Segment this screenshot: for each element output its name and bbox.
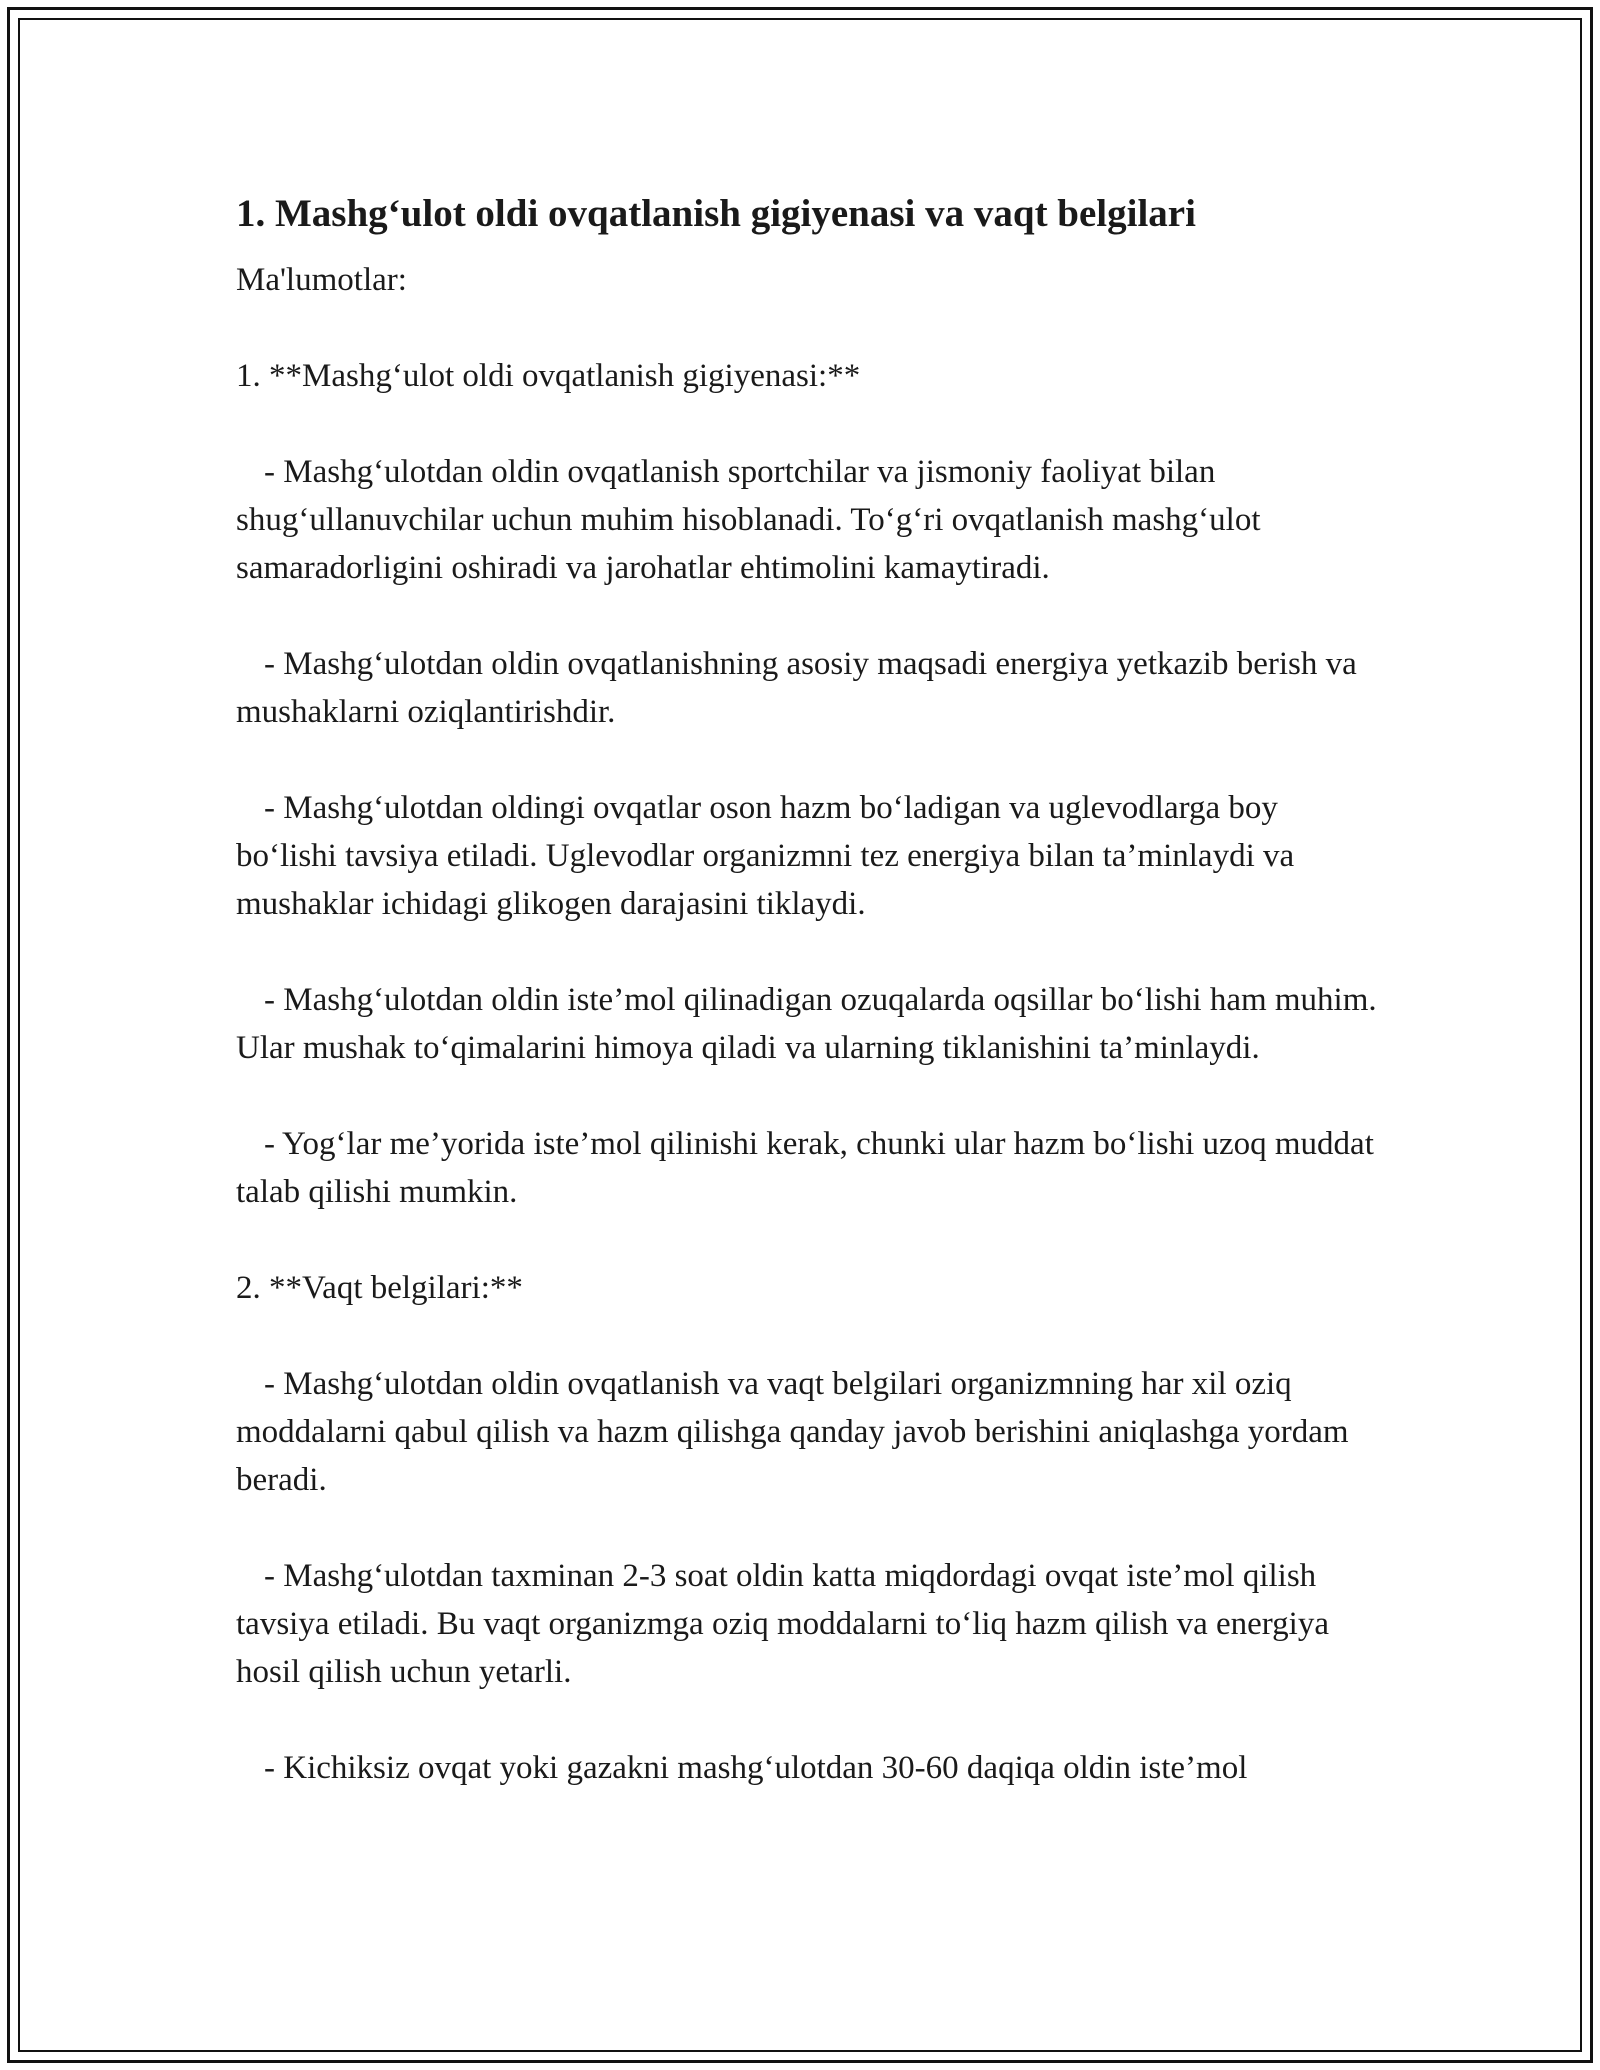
paragraph: - Kichiksiz ovqat yoki gazakni mashg‘ulotdan 30-60 daqiqa oldin iste’mol xyxy=(264,1750,1248,1786)
section-hygiene xyxy=(236,352,1386,1216)
document-body xyxy=(236,184,1386,1792)
section-timing xyxy=(236,1264,1386,1792)
paragraph: - Mashg‘ulotdan oldin ovqatlanishning asosiy maqsadi energiya yetkazib berish va mushaklarni oziqlantirishdir. xyxy=(236,646,1357,730)
paragraph: - Mashg‘ulotdan oldin ovqatlanish sportchilar va jismoniy faoliyat bilan shug‘ullanuvchilar uchun muhim hisoblanadi. To‘g‘ri ovqatlanish mashg‘ulot samaradorligini oshiradi va jarohatlar ehtimolini kamaytiradi. xyxy=(236,454,1261,586)
paragraph: - Mashg‘ulotdan oldin ovqatlanish va vaqt belgilari organizmning har xil oziq moddalarni qabul qilish va hazm qilishga qanday javob berishini aniqlashga yordam beradi. xyxy=(236,1366,1349,1498)
paragraph: - Mashg‘ulotdan oldingi ovqatlar oson hazm bo‘ladigan va uglevodlarga boy bo‘lishi tavsiya etiladi. Uglevodlar organizmni tez energiya bilan ta’minlaydi va mushaklar ichidagi glikogen darajasini tiklaydi. xyxy=(236,790,1295,922)
paragraph: - Mashg‘ulotdan taxminan 2-3 soat oldin katta miqdordagi ovqat iste’mol qilish tavsiya etiladi. Bu vaqt organizmga oziq moddalarni to‘liq hazm qilish va energiya hosil qilish uchun yetarli. xyxy=(236,1558,1329,1690)
section-heading: 2. **Vaqt belgilari:** xyxy=(236,1270,523,1306)
paragraph: - Mashg‘ulotdan oldin iste’mol qilinadigan ozuqalarda oqsillar bo‘lishi ham muhim. Ular mushak to‘qimalarini himoya qiladi va ularning tiklanishini ta’minlaydi. xyxy=(236,982,1377,1066)
paragraph: - Yog‘lar me’yorida iste’mol qilinishi kerak, chunki ular hazm bo‘lishi uzoq muddat talab qilishi mumkin. xyxy=(236,1126,1374,1210)
page-title: 1. Mashg‘ulot oldi ovqatlanish gigiyenasi va vaqt belgilari xyxy=(236,192,1196,235)
page-subtitle: Ma'lumotlar: xyxy=(236,262,407,298)
section-heading: 1. **Mashg‘ulot oldi ovqatlanish gigiyenasi:** xyxy=(236,358,861,394)
